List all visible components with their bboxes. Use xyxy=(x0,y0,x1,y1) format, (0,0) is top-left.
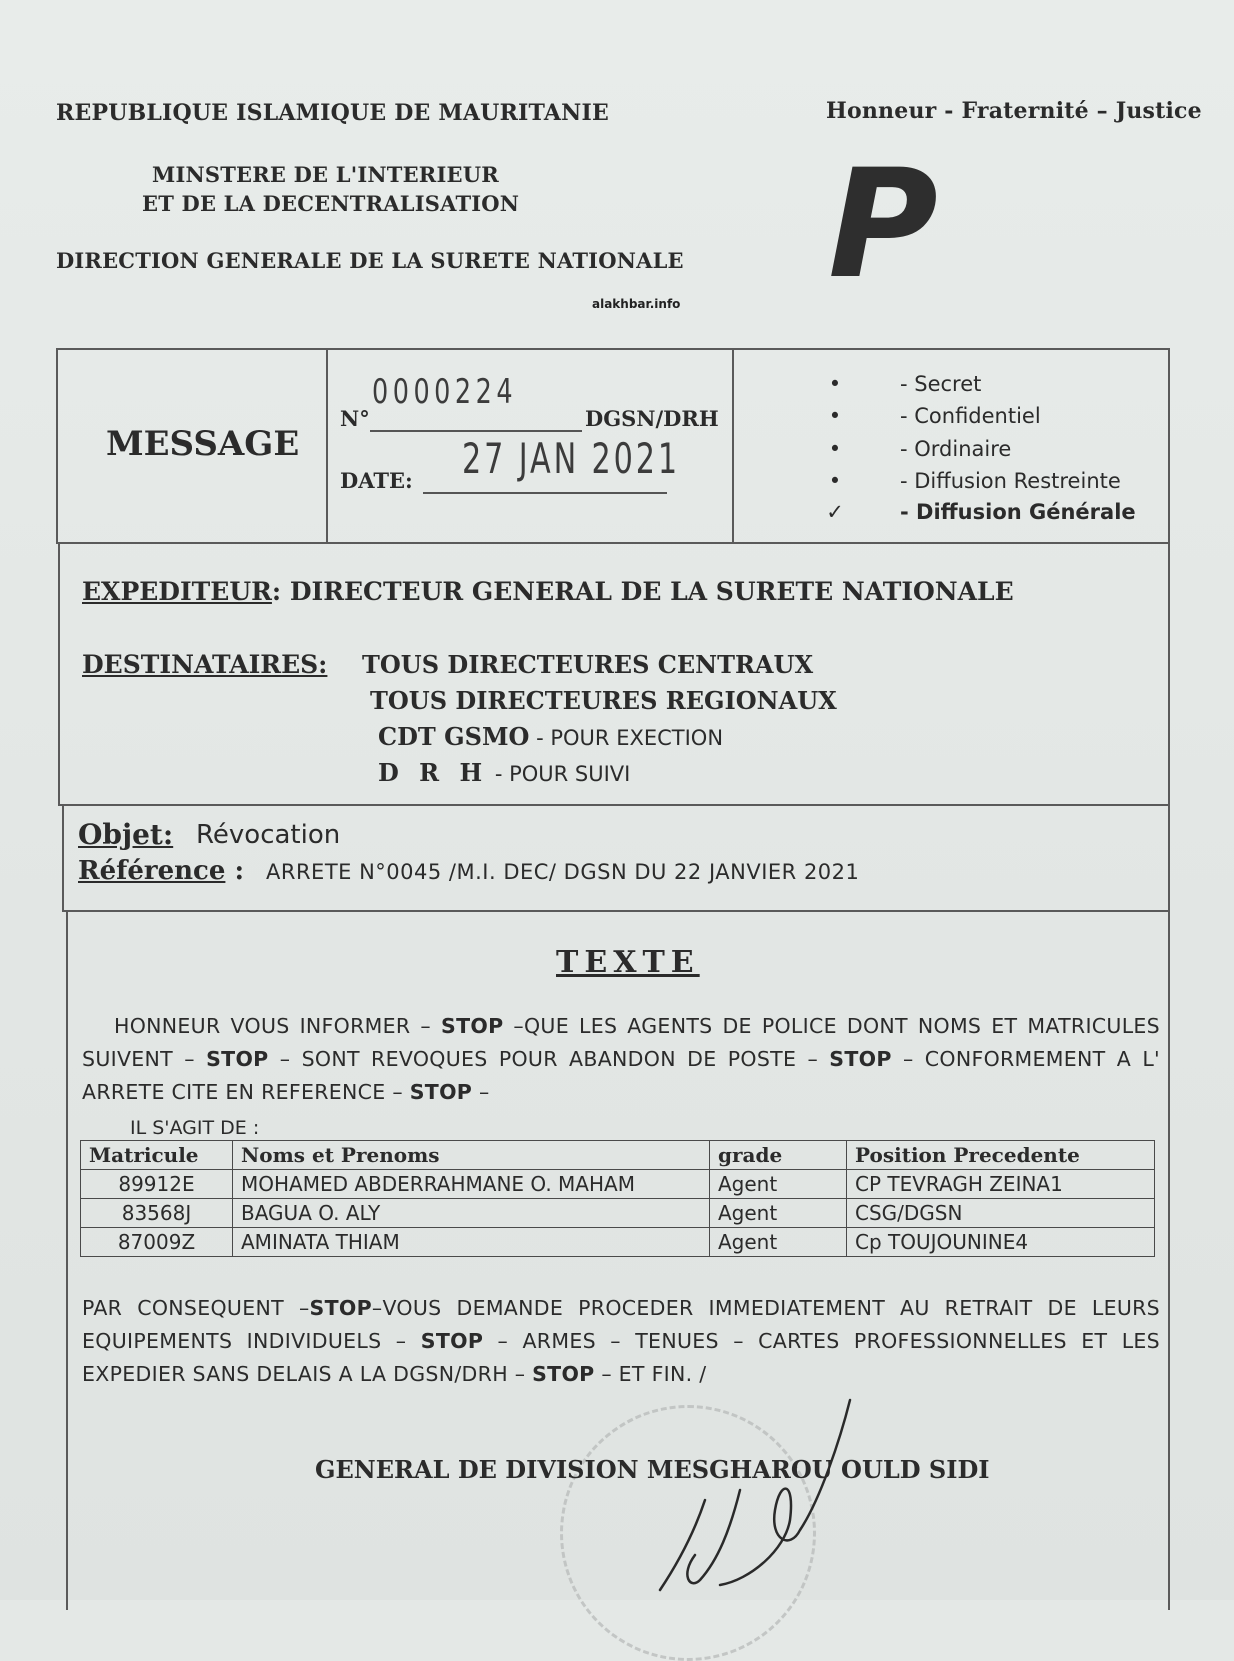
date-label: DATE: xyxy=(340,468,413,493)
site-watermark: alakhbar.info xyxy=(592,297,681,311)
grade-cell: Agent xyxy=(710,1170,847,1199)
classification-label: - Ordinaire xyxy=(900,437,1012,461)
date-underline xyxy=(423,492,667,494)
reference-value: ARRETE N°0045 /M.I. DEC/ DGSN DU 22 JANVIER 2021 xyxy=(266,860,860,884)
number-label: N° xyxy=(340,406,370,431)
reference-label: Référence xyxy=(78,856,226,886)
classification-label: - Diffusion Restreinte xyxy=(900,469,1121,493)
column-header: Noms et Prenoms xyxy=(233,1141,710,1170)
reference-line xyxy=(78,856,244,886)
agents-table xyxy=(80,1140,1155,1257)
stop-keyword: STOP xyxy=(532,1362,595,1386)
position-cell: CP TEVRAGH ZEINA1 xyxy=(847,1170,1155,1199)
text-run: –VOUS DEMANDE PROCEDER IMMEDIATEMENT AU RETRAIT DE LEURS EQUIPEMENTS INDIVIDUELS – xyxy=(82,1296,1160,1353)
text-run: – ARMES – TENUES – CARTES PROFESSIONNELLES ET LES EXPEDIER SANS DELAIS A LA DGSN/DRH – xyxy=(82,1329,1160,1386)
direction-heading: DIRECTION GENERALE DE LA SURETE NATIONALE xyxy=(56,248,684,273)
column-header: Matricule xyxy=(81,1141,233,1170)
classification-label: - Diffusion Générale xyxy=(900,500,1136,524)
body-paragraph-1 xyxy=(82,1010,1160,1109)
text-run: – xyxy=(472,1080,490,1104)
signer-name: GENERAL DE DIVISION MESGHAROU OULD SIDI xyxy=(315,1455,990,1484)
bullet-icon: • xyxy=(828,437,842,461)
recipient-item xyxy=(378,758,630,787)
republic-heading: REPUBLIQUE ISLAMIQUE DE MAURITANIE xyxy=(56,100,609,126)
subject-label: Objet: xyxy=(78,818,174,851)
ministry-line-1: MINSTERE DE L'INTERIEUR xyxy=(152,162,499,187)
stop-keyword: STOP xyxy=(206,1047,269,1071)
box-divider xyxy=(732,349,734,543)
subject-value: Révocation xyxy=(196,820,341,850)
column-header: grade xyxy=(710,1141,847,1170)
recipient-name: CDT GSMO xyxy=(378,722,530,751)
sender-line xyxy=(82,577,1014,606)
stop-keyword: STOP xyxy=(409,1080,473,1104)
recipient-name: TOUS DIRECTEURES CENTRAUX xyxy=(362,650,814,679)
stop-keyword: STOP xyxy=(829,1047,892,1071)
recipients-label: DESTINATAIRES: xyxy=(82,650,328,679)
text-run: PAR CONSEQUENT – xyxy=(82,1296,310,1320)
bullet-icon: • xyxy=(828,404,842,428)
sender-label: EXPEDITEUR xyxy=(82,577,272,606)
message-title: MESSAGE xyxy=(106,424,300,464)
checkmark-icon: ✓ xyxy=(826,500,844,524)
stop-keyword: STOP xyxy=(420,1329,484,1353)
name-cell: BAGUA O. ALY xyxy=(233,1199,710,1228)
box-divider xyxy=(326,349,328,543)
position-cell: Cp TOUJOUNINE4 xyxy=(847,1228,1155,1257)
sender-value: : DIRECTEUR GENERAL DE LA SURETE NATIONALE xyxy=(271,577,1014,606)
text-run: – ET FIN. / xyxy=(594,1362,707,1386)
recipient-item xyxy=(362,650,813,679)
recipient-note: - POUR EXECTION xyxy=(529,726,724,750)
grade-cell: Agent xyxy=(710,1228,847,1257)
number-suffix: DGSN/DRH xyxy=(585,406,719,431)
message-date: 27 JAN 2021 xyxy=(462,434,681,483)
reference-colon: : xyxy=(225,856,245,886)
name-cell: AMINATA THIAM xyxy=(233,1228,710,1257)
text-run: HONNEUR VOUS INFORMER – xyxy=(114,1014,441,1038)
message-number: 0000224 xyxy=(372,372,518,412)
matricule-cell: 89912E xyxy=(81,1170,233,1199)
column-header: Position Precedente xyxy=(847,1141,1155,1170)
stop-keyword: STOP xyxy=(309,1296,372,1320)
recipient-item xyxy=(370,686,837,715)
stamp-letter: P xyxy=(828,138,938,312)
ministry-line-2: ET DE LA DECENTRALISATION xyxy=(142,191,520,216)
national-motto: Honneur - Fraternité – Justice xyxy=(826,98,1202,124)
recipient-name: D R H xyxy=(378,758,489,787)
bullet-icon: • xyxy=(828,469,842,493)
recipient-name: TOUS DIRECTEURES REGIONAUX xyxy=(370,686,837,715)
text-run: –QUE LES AGENTS DE POLICE DONT NOMS ET MATRICULES SUIVENT – xyxy=(82,1014,1160,1071)
classification-label: - Confidentiel xyxy=(900,404,1041,428)
table-row xyxy=(81,1199,1155,1228)
grade-cell: Agent xyxy=(710,1199,847,1228)
body-paragraph-2 xyxy=(82,1292,1160,1391)
signature-scribble xyxy=(600,1380,880,1600)
classification-label: - Secret xyxy=(900,372,982,396)
matricule-cell: 87009Z xyxy=(81,1228,233,1257)
text-run: – SONT REVOQUES POUR ABANDON DE POSTE – xyxy=(268,1047,830,1071)
name-cell: MOHAMED ABDERRAHMANE O. MAHAM xyxy=(233,1170,710,1199)
number-underline xyxy=(370,430,582,432)
body-title: TEXTE xyxy=(556,945,700,980)
text-run: – CONFORMEMENT A L' ARRETE CITE EN REFERENCE – xyxy=(82,1047,1160,1104)
table-row xyxy=(81,1170,1155,1199)
recipient-note: - POUR SUIVI xyxy=(488,762,631,786)
table-header-row xyxy=(81,1141,1155,1170)
matricule-cell: 83568J xyxy=(81,1199,233,1228)
bullet-icon: • xyxy=(828,372,842,396)
stop-keyword: STOP xyxy=(441,1014,504,1038)
table-intro: IL S'AGIT DE : xyxy=(130,1117,260,1139)
recipient-item xyxy=(378,722,723,751)
table-row xyxy=(81,1228,1155,1257)
position-cell: CSG/DGSN xyxy=(847,1199,1155,1228)
